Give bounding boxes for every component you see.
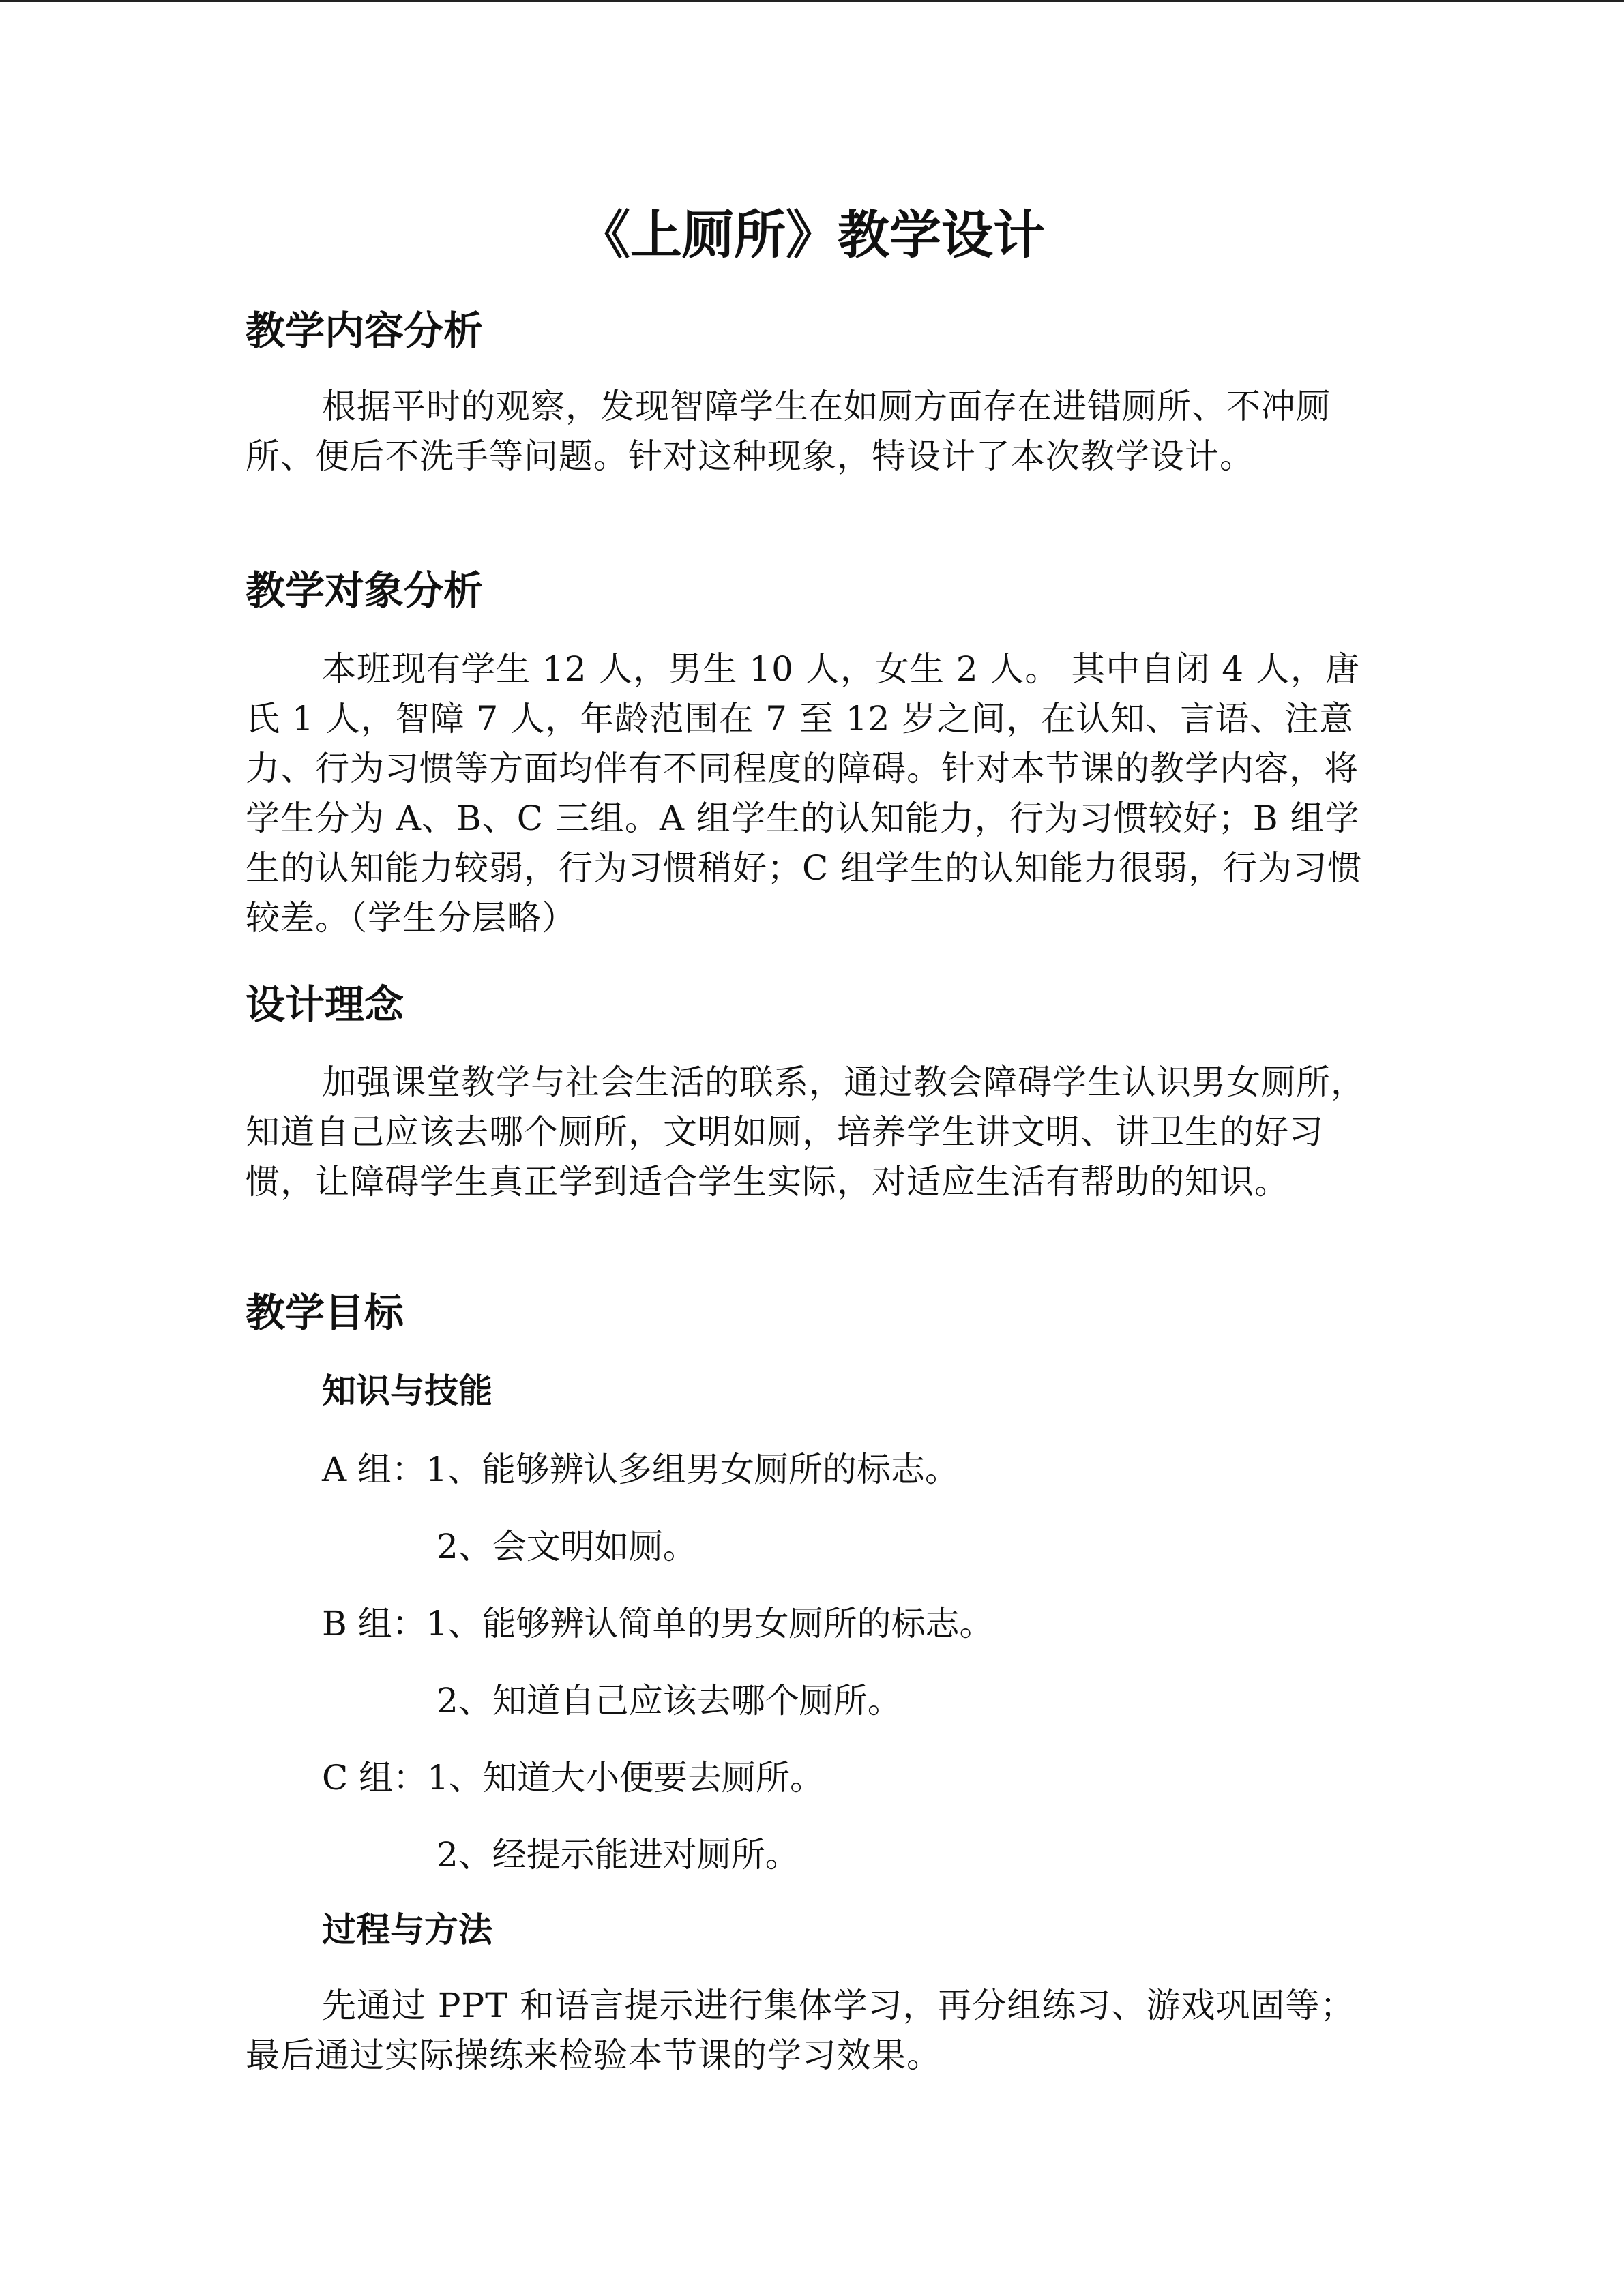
content-analysis-text: 根据平时的观察，发现智障学生在如厕方面存在进错厕所、不冲厕所、便后不洗手等问题。针对这种现象，特设计了本次教学设计。 xyxy=(246,387,1331,476)
document-title: 《上厕所》教学设计 xyxy=(578,205,1045,265)
goal-group-a-1: A 组：1、能够辨认多组男女厕所的标志。 xyxy=(322,1450,959,1489)
goal-group-b-2: 2、知道自己应该去哪个厕所。 xyxy=(437,1681,902,1720)
subheading-knowledge-skills: 知识与技能 xyxy=(322,1371,492,1411)
goal-group-c-1: C 组：1、知道大小便要去厕所。 xyxy=(322,1758,824,1798)
design-concept-text: 加强课堂教学与社会生活的联系，通过教会障碍学生认识男女厕所，知道自己应该去哪个厕所，文明如厕，培养学生讲文明、讲卫生的好习惯，让障碍学生真正学到适合学生实际，对适应生活有帮助的知识。 xyxy=(246,1062,1365,1202)
heading-design-concept: 设计理念 xyxy=(246,981,404,1028)
goal-group-b-1: B 组：1、能够辨认简单的男女厕所的标志。 xyxy=(322,1604,994,1643)
process-methods-text: 先通过 PPT 和语言提示进行集体学习，再分组练习、游戏巩固等；最后通过实际操练来检验本节课的学习效果。 xyxy=(246,1986,1355,2075)
document-page xyxy=(246,0,1378,2296)
student-analysis-text: 本班现有学生 12 人，男生 10 人，女生 2 人。 其中自闭 4 人，唐氏 1 人，智障 7 人，年龄范围在 7 至 12 岁之间，在认知、言语、注意力、行为习惯等方面均伴有不同程度的障碍。针对本节课的教学内容，将学生分为 A、B、C 三组。A 组学生的认知能力，行为习惯较好；B 组学生的认知能力较弱，行为习惯稍好；C 组学生的认知能力很弱，行为习惯较差。（学生分层略） xyxy=(246,649,1363,938)
goal-group-c-2: 2、经提示能进对厕所。 xyxy=(437,1835,799,1875)
subheading-process-methods: 过程与方法 xyxy=(322,1910,492,1950)
heading-objectives: 教学目标 xyxy=(246,1289,404,1336)
goal-group-a-2: 2、会文明如厕。 xyxy=(437,1527,697,1566)
heading-student-analysis: 教学对象分析 xyxy=(246,567,484,614)
heading-content-analysis: 教学内容分析 xyxy=(246,308,484,354)
